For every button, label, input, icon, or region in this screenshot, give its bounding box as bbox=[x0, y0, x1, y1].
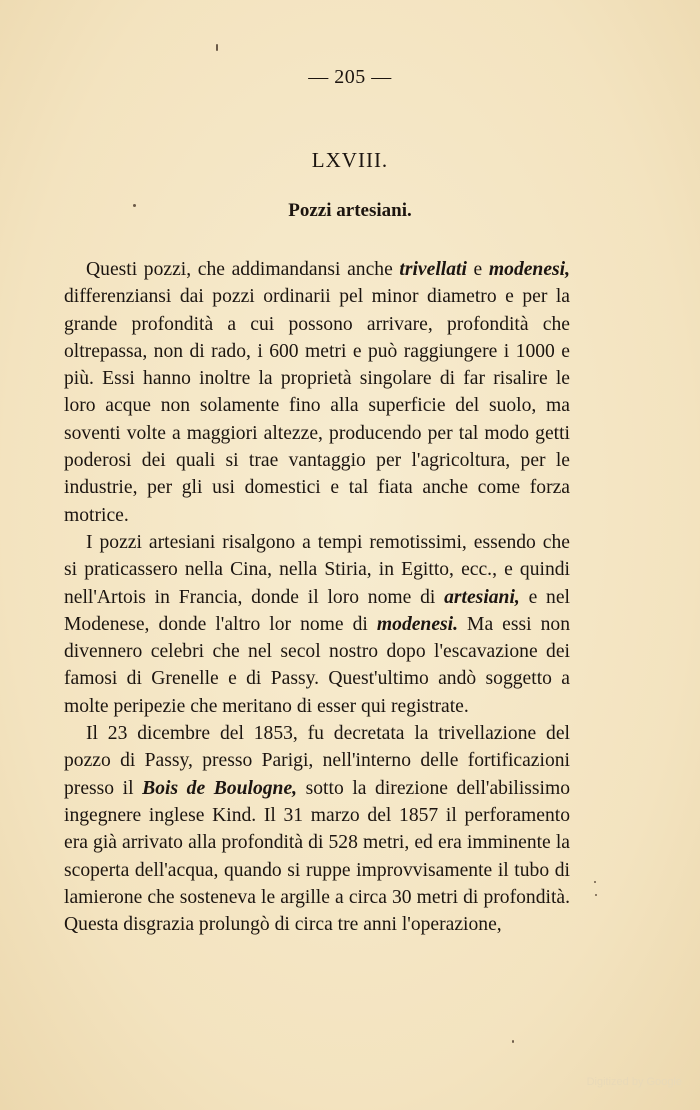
emphasis: Bois de Boulogne, bbox=[142, 777, 298, 799]
chapter-number: LXVIII. bbox=[311, 148, 389, 172]
ink-speck bbox=[216, 44, 218, 51]
ink-speck bbox=[594, 881, 596, 883]
paragraph: I pozzi artesiani risalgono a tempi remotissimi, essendo che si praticassero nella Cina, nella Stiria, in Egitto, ecc., e quindi nell'Artois in Francia, donde il loro nome di artesiani, e nel Modenese, donde l'altro lor nome di modenesi. Ma essi non divennero celebri che nel secol nostro dopo l'escavazione dei famosi di Grenelle e di Passy. Quest'ultimo andò soggetto a molte peripezie che meritano di esser qui registrate. bbox=[64, 531, 570, 717]
emphasis: artesiani, bbox=[444, 586, 520, 608]
section-title: Pozzi artesiani. bbox=[288, 200, 412, 221]
paragraph: Il 23 dicembre del 1853, fu decretata la trivellazione del pozzo di Passy, presso Parigi, nell'interno delle fortificazioni presso il Bois de Boulogne, sotto la direzione dell'abilissimo ingegnere inglese Kind. Il 31 marzo del 1857 il perforamento era già arrivato alla profondità di 528 metri, ed era imminente la scoperta dell'acqua, quando si ruppe improvvisamente il tubo di lamierone che sosteneva le argille a circa 30 metri di profondità. Questa disgrazia prolungò di circa tre anni l'operazione, bbox=[64, 723, 571, 936]
emphasis: modenesi, bbox=[488, 259, 570, 280]
watermark: Digitized by Google bbox=[586, 1076, 682, 1088]
ink-speck bbox=[512, 1040, 514, 1043]
paragraph: Questi pozzi, che addimandansi anche trivellati e modenesi, differenziansi dai pozzi ordinarii pel minor diametro e per la grande profondità a cui possono arrivare, profondità che oltrepassa, non di rado, i 600 metri e può raggiungere i 1000 e più. Essi hanno inoltre la proprietà singolare di far risalire le loro acque non solamente fino alla superficie del suolo, ma soventi volte a maggiori altezze, producendo per tal modo getti poderosi dei quali si trae vantaggio per l'agricoltura, per le industrie, per gli usi domestici e tal fiata anche come forza motrice. bbox=[64, 259, 570, 526]
ink-speck bbox=[595, 894, 597, 896]
emphasis: trivellati bbox=[399, 259, 467, 280]
body-text bbox=[64, 256, 570, 938]
emphasis: modenesi. bbox=[376, 613, 458, 635]
page-number: — 205 — bbox=[308, 66, 392, 88]
